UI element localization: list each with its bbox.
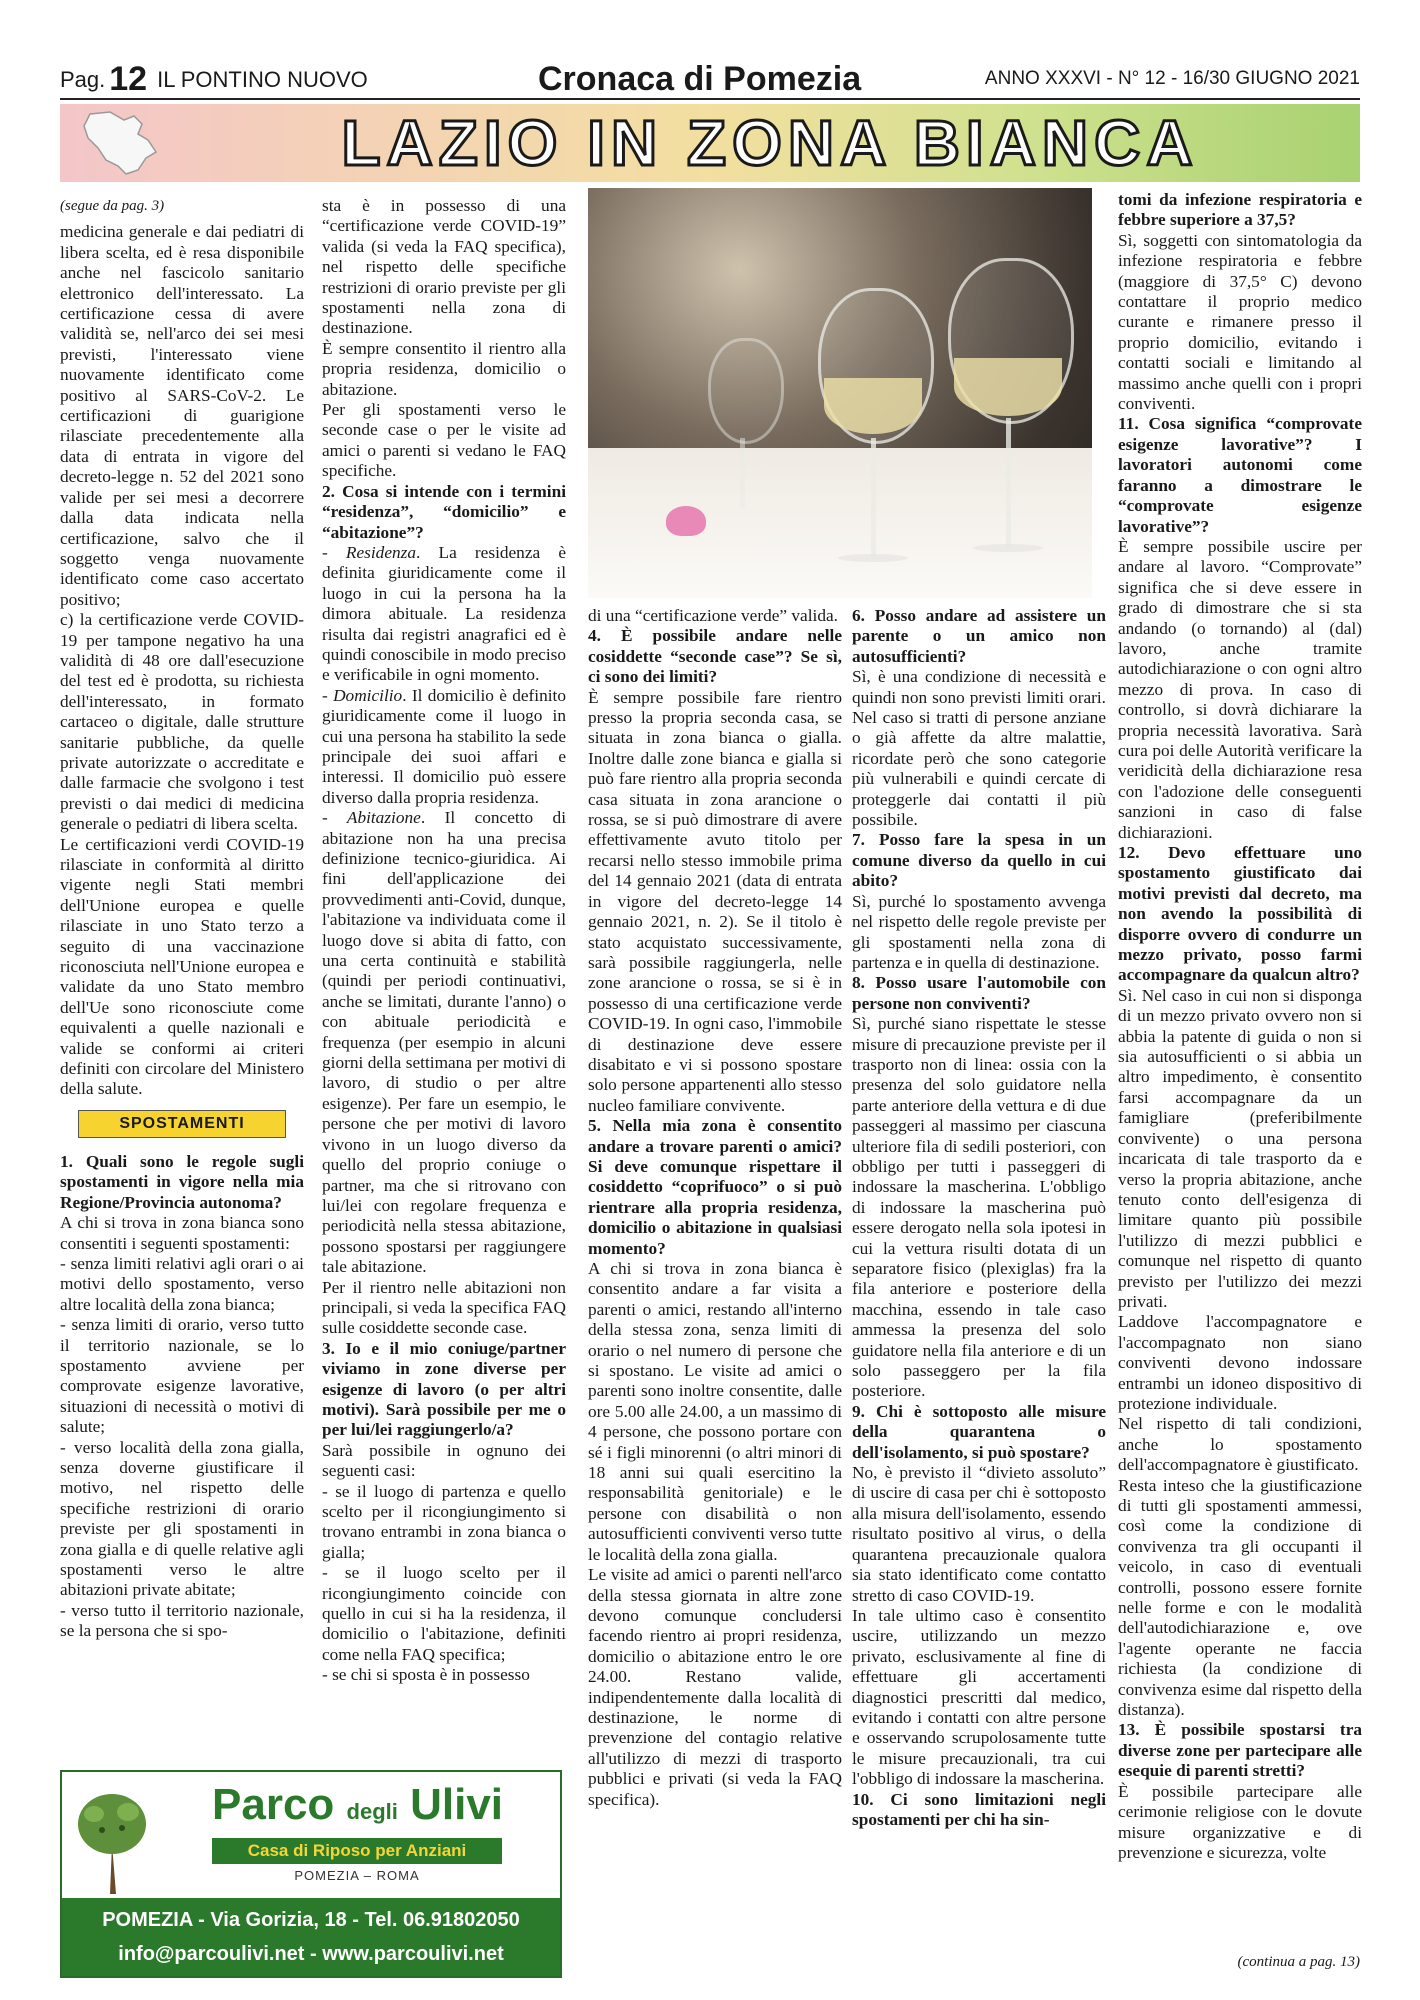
article-column-5 (1118, 190, 1362, 1940)
paragraph: Sì, è una condizione di necessità e quindi non sono previsti limiti orari. Nel caso si tratti di persone anziane o già affette da altre malattie, ricordate però che sono categorie più vulnerabili e quindi cercate di proteggerle dai contatti il più possibile. (852, 667, 1106, 830)
paragraph: - senza limiti relativi agli orari o ai motivi dello spostamento, verso altre località della zona bianca; (60, 1253, 304, 1314)
glass-stem (740, 438, 745, 508)
ad-brand-end: Ulivi (410, 1780, 504, 1829)
paragraph: Resta inteso che la giustificazione di tutti gli spostamenti ammessi, così come la condizione di convivenza tra gli occupanti il veicolo, in caso di eventuali controlli, possono essere fornite nelle forme e con le modalità dell'autodichiarazione e, ove l'agente operante ne faccia richiesta (la condizione di convivenza esime dal rispetto della distanza). (1118, 1475, 1362, 1720)
article-column-3 (588, 606, 842, 1956)
wine-shape (954, 358, 1062, 416)
paragraph: Le visite ad amici o parenti nell'arco della stessa giornata in altre zone devono comunque concludersi facendo rientro ai propri residenza, domicilio o abitazione entro le ore 24.00. Restano valide, indipendentemente dalla località di destinazione, le norme di prevenzione del contagio relative all'utilizzo di mezzi di trasporto pubblici e privati (si veda la FAQ specifica). (588, 1565, 842, 1809)
paper-name: IL PONTINO NUOVO (157, 67, 368, 92)
pag-label: Pag. (60, 67, 106, 92)
paragraph: Nel rispetto di tali condizioni, anche lo spostamento dell'accompagnatore è giustificato. (1118, 1414, 1362, 1475)
paragraph: - se il luogo di partenza e quello scelto per il ricongiungimento si trovano entrambi in zona bianca o gialla; (322, 1481, 566, 1562)
paragraph (322, 808, 566, 1277)
page-label (60, 60, 368, 99)
question-heading: 3. Io e il mio coniuge/partner viviamo in zone diverse per esigenze di lavoro (o per altri motivi). Sarà possibile per me o per lui/lei raggiungerlo/a? (322, 1338, 566, 1440)
question-heading: 8. Posso usare l'automobile con persone non conviventi? (852, 973, 1106, 1013)
paragraph: A chi si trova in zona bianca sono consentiti i seguenti spostamenti: (60, 1213, 304, 1253)
paragraph (322, 543, 566, 686)
question-heading: 5. Nella mia zona è consentito andare a trovare parenti o amici? Si deve comunque rispettare il cosiddetto “coprifuoco” o si può rientrare alla propria residenza, domicilio o abitazione in qualsiasi momento? (588, 1116, 842, 1258)
paragraph: È sempre consentito il rientro alla propria residenza, domicilio o abitazione. (322, 338, 566, 399)
paragraph: A chi si trova in zona bianca è consentito andare a far visita a parenti o amici, restando all'interno della stessa zona, senza limiti di orario o nel numero di persone che si spostano. Le visite ad amici o parenti sono inoltre consentite, dalle ore 5.00 alle 24.00, a un massimo di 4 persone, che possono portare con sé i figli minorenni (o altri minori di 18 anni sui quali esercitino la responsabilità genitoriale) e le persone con disabilità o non autosufficienti conviventi verso tutte le località della zona gialla. (588, 1259, 842, 1564)
section-label-spostamenti: SPOSTAMENTI (78, 1110, 286, 1138)
lazio-map-icon (76, 108, 168, 180)
headline-banner (60, 104, 1360, 182)
wine-shape (824, 378, 922, 434)
paragraph: No, è previsto il “divieto assoluto” di uscire di casa per chi è sottoposto alla misura dell'isolamento, essendo risultato positivo al virus, o della quarantena precauzionale qualora sia stato identificato come contatto stretto di caso COVID-19. (852, 1463, 1106, 1605)
question-heading: 9. Chi è sottoposto alle misure della quarantena o dell'isolamento, si può spostare? (852, 1401, 1106, 1462)
question-heading: 2. Cosa si intende con i termini “residenza”, “domicilio” e “abitazione”? (322, 481, 566, 542)
article-column-4 (852, 606, 1106, 1956)
question-heading: 6. Posso andare ad assistere un parente o un amico non autosufficienti? (852, 606, 1106, 666)
paragraph: Laddove l'accompagnatore e l'accompagnato non siano conviventi devono indossare entrambi un idoneo dispositivo di protezione individuale. (1118, 1312, 1362, 1413)
paragraph: - se chi si sposta è in possesso (322, 1665, 530, 1685)
paragraph: Sì, soggetti con sintomatologia da infezione respiratoria e febbre (maggiore di 37,5° C) devono contattare il proprio medico curante e rimanere presso il proprio domicilio, evitando i contatti sociali e limitando al massimo anche quelli con i propri conviventi. (1118, 230, 1362, 414)
question-heading: 7. Posso fare la spesa in un comune diverso da quello in cui abito? (852, 830, 1106, 891)
ad-brand-main: Parco (212, 1780, 335, 1829)
term-label: - Abitazione (322, 808, 421, 828)
paragraph: Per gli spostamenti verso le seconde case o per le visite ad amici o parenti si vedano le FAQ specifiche. (322, 400, 566, 481)
issue-info: ANNO XXXVI - N° 12 - 16/30 GIUGNO 2021 (984, 68, 1360, 89)
olive-tree-icon (72, 1784, 152, 1894)
paragraph: Sarà possibile in ognuno dei seguenti casi: (322, 1440, 566, 1481)
article-column-2 (322, 196, 566, 1736)
paragraph: Sì, purché lo spostamento avvenga nel rispetto delle regole previste per gli spostamenti nella zona di partenza e in quella di destinazione. (852, 891, 1106, 972)
ad-brand-small: degli (346, 1799, 398, 1824)
paragraph: Sì. Nel caso in cui non si disponga di un mezzo privato ovvero non si abbia la patente di guida o non si sia autosufficienti o si abbia un altro impedimento, è consentito farsi accompagnare da un famigliare (preferibilmente convivente) o una persona incaricata di tale trasporto da e verso la propria abitazione, anche tenuto conto dell'esigenza di limitare quanto più possibile l'utilizzo di mezzi pubblici e comunque nel rispetto di quanto previsto per l'utilizzo dei mezzi privati. (1118, 985, 1362, 1311)
glass-stem (871, 438, 876, 558)
paragraph: - se il luogo scelto per il ricongiungimento coincide con quello in cui si ha la residenza, il domicilio o l'abitazione, definiti come nella FAQ specifica; (322, 1563, 566, 1664)
paragraph: - senza limiti di orario, verso tutto il territorio nazionale, se lo spostamento avviene per comprovate esigenze lavorative, situazioni di necessità o motivi di salute; (60, 1315, 304, 1437)
wine-glasses-photo (588, 188, 1092, 598)
header-rule (60, 98, 1360, 100)
term-text: . Il concetto di abitazione non ha una precisa definizione tecnico-giuridica. Ai fini dell'applicazione dei provvedimenti anti-Covid, dunque, l'abitazione va individuata come il luogo dove si abita di fatto, con una certa continuità e stabilità (quindi per periodi continuativi, anche se limitati, durante l'anno) o con abituale periodicità e frequenza (per esempio in alcuni giorni della settimana per motivi di lavoro, di studio o per altre esigenze). Per fare un esempio, le persone che per motivi di lavoro vivono in un luogo diverso da quello del proprio coniuge o partner, ma che si ritrovano con lui/lei con regolare frequenza e periodicità nella stessa abitazione, possono spostarsi per raggiungere tale abitazione. (322, 808, 566, 1277)
ad-address: POMEZIA - Via Gorizia, 18 - Tel. 06.91802050 (102, 1909, 520, 1931)
paragraph: Sì, purché siano rispettate le stesse misure di precauzione previste per il trasporto non di linea: ossia con la presenza del solo guidatore nella parte anteriore della vettura e di due passeggeri al massimo per ciascuna ulteriore fila di sedili posteriori, con obbligo per tutti i passeggeri di indossare la mascherina. L'obbligo di indossare la mascherina può essere derogato nella sola ipotesi in cui la vettura risulti dotata di un separatore fisico (plexiglas) fra la fila anteriore e posteriore della macchina, essendo in tale caso ammessa la presenza del solo guidatore nella fila anteriore e di un solo passeggero per la fila posteriore. (852, 1014, 1106, 1401)
question-heading: 4. È possibile andare nelle cosiddette “seconde case”? Se sì, ci sono dei limiti? (588, 626, 842, 687)
paragraph: È sempre possibile uscire per andare al lavoro. “Comprovate” significa che si deve essere in grado di dimostrare che si sta andando (o tornando) al (dal) lavoro, anche tramite autodichiarazione o con ogni altro mezzo di prova. In caso di controllo, si dovrà dichiarare la propria necessità lavorativa. Sarà cura poi delle Autorità verificare la veridicità della dichiarazione resa con l'adozione delle conseguenti sanzioni in caso di false dichiarazioni. (1118, 536, 1362, 842)
section-title: Cronaca di Pomezia (538, 60, 862, 98)
advertisement-parco-ulivi[interactable] (60, 1770, 562, 1978)
continua-note: (continua a pag. 13) (1237, 1954, 1360, 1970)
photo-table (588, 448, 1092, 598)
term-label: - Domicilio (322, 685, 403, 705)
paragraph: Le certificazioni verdi COVID-19 rilasciate in conformità al diritto vigente negli Stati membri dell'Unione europea e quelle rilasciate in uno Stato terzo a seguito di una vaccinazione riconosciuta nell'Unione europea e validate da uno Stato membro dell'Ue sono riconosciute come equivalenti a quelle nazionali e valide se conformi ai criteri definiti con circolare del Ministero della salute. (60, 834, 304, 1099)
segue-note: (segue da pag. 3) (60, 198, 165, 214)
paragraph: - verso località della zona gialla, senza doverne giustificare il motivo, nel rispetto delle specifiche restrizioni di orario previste per gli spostamenti in zona gialla e di quelle relative agli spostamenti verso le altre abitazioni private abitate; (60, 1437, 304, 1600)
page-number: 12 (109, 60, 148, 98)
paragraph: - verso tutto il territorio nazionale, se la persona che si spo- (60, 1600, 304, 1641)
article-column-1 (60, 196, 304, 1716)
question-heading: tomi da infezione respiratoria e febbre superiore a 37,5? (1118, 190, 1362, 230)
page-header (60, 60, 1360, 96)
glass-shape (708, 338, 784, 444)
question-heading: 1. Quali sono le regole sugli spostamenti in vigore nella mia Regione/Provincia autonoma? (60, 1151, 304, 1212)
ad-place: POMEZIA – ROMA (294, 1868, 420, 1883)
paragraph: sta è in possesso di una “certificazione verde COVID-19” valida (si veda la FAQ specifica), nel rispetto delle specifiche restrizioni di orario previste per gli spostamenti nella zona di destinazione. (322, 196, 566, 338)
paragraph: In tale ultimo caso è consentito uscire, utilizzando un mezzo privato, esclusivamente al fine di effettuare gli accertamenti diagnostici prescritti dal medico, evitando i contatti con altre persone e osservando scrupolosamente tutte le misure precauzionali, tra cui l'obbligo di indossare la mascherina. (852, 1605, 1106, 1789)
question-heading: 11. Cosa significa “comprovate esigenze lavorative”? I lavoratori autonomi come faranno a dimostrare le “comprovate esigenze lavorative”? (1118, 414, 1362, 536)
glass-stem (1006, 418, 1011, 548)
paragraph (322, 686, 566, 808)
paragraph: Per il rientro nelle abitazioni non principali, si veda la specifica FAQ sulle cosiddette seconde case. (322, 1277, 566, 1338)
paragraph: medicina generale e dai pediatri di libera scelta, ed è resa disponibile anche nel fascicolo sanitario elettronico dell'interessato. La certificazione cessa di avere validità se, nell'arco dei sei mesi previsti, l'interessato viene nuovamente identificato come positivo al SARS-CoV-2. Le certificazioni di guarigione rilasciate precedentemente alla data di entrata in vigore del decreto-legge n. 52 del 2021 sono valide per sei mesi a decorrere dalla data indicata nella certificazione, salvo che il soggetto venga nuovamente identificato come caso accertato positivo; (60, 222, 304, 609)
question-heading: 10. Ci sono limitazioni negli spostamenti per chi ha sin- (852, 1789, 1106, 1829)
flower-shape (666, 506, 706, 536)
question-heading: 12. Devo effettuare uno spostamento giustificato dai motivi previsti dal decreto, ma non avendo la possibilità di disporre ovvero di condurre un mezzo privato, posso farmi accompagnare da qualcun altro? (1118, 843, 1362, 985)
term-label: - Residenza (322, 542, 417, 562)
ad-tagline: Casa di Riposo per Anziani (212, 1838, 502, 1864)
ad-contact-strip (62, 1898, 560, 1976)
glass-base (838, 554, 908, 562)
question-heading: 13. È possibile spostarsi tra diverse zone per partecipare alle esequie di parenti stretti? (1118, 1720, 1362, 1781)
term-text: . La residenza è definita giuridicamente come il luogo in cui la persona ha la dimora abituale. La residenza risulta dai registri anagrafici ed è quindi conoscibile in modo preciso e verificabile in ogni momento. (322, 542, 566, 685)
headline-title: LAZIO IN ZONA BIANCA (341, 107, 1199, 179)
paragraph: È sempre possibile fare rientro presso la propria seconda casa, se situata in zona bianca o gialla. Inoltre dalle zone bianca e gialla si può fare rientro alla propria seconda casa situata in zona arancione o rossa, se si può dimostrare di avere effettivamente avuto titolo per recarsi nello stesso immobile prima del 14 gennaio 2021 (data di entrata in vigore del decreto-legge 14 gennaio 2021, n. 2). Se il titolo è stato acquistato successivamente, sarà possibile raggiungerla, nelle zone arancione o rossa, se si è in possesso di una certificazione verde COVID-19. In ogni caso, l'immobile di destinazione deve essere disabitato e vi si possono spostare solo persone appartenenti allo stesso nucleo familiare convivente. (588, 687, 842, 1115)
paragraph: È possibile partecipare alle cerimonie religiose con le dovute misure organizzative e di prevenzione e sicurezza, volte (1118, 1781, 1362, 1862)
glass-base (973, 544, 1043, 552)
ad-brand-name (212, 1780, 503, 1830)
paragraph: c) la certificazione verde COVID-19 per tampone negativo ha una validità di 48 ore dall'esecuzione del test ed è prodotta, su richiesta dell'interessato, in formato cartaceo o digitale, dalle strutture sanitarie pubbliche, da quelle private autorizzate o accreditate e dalle farmacie che svolgono i test previsti o dai medici di medicina generale o pediatri di libera scelta. (60, 610, 304, 834)
paragraph: di una “certificazione verde” valida. (588, 606, 838, 625)
ad-web-contacts[interactable]: info@parcoulivi.net - www.parcoulivi.net (118, 1943, 504, 1965)
term-text: . Il domicilio è definito giuridicamente come il luogo in cui una persona ha stabilito la sede principale dei suoi affari e interessi. Il domicilio può essere diverso dalla propria residenza. (322, 685, 566, 807)
